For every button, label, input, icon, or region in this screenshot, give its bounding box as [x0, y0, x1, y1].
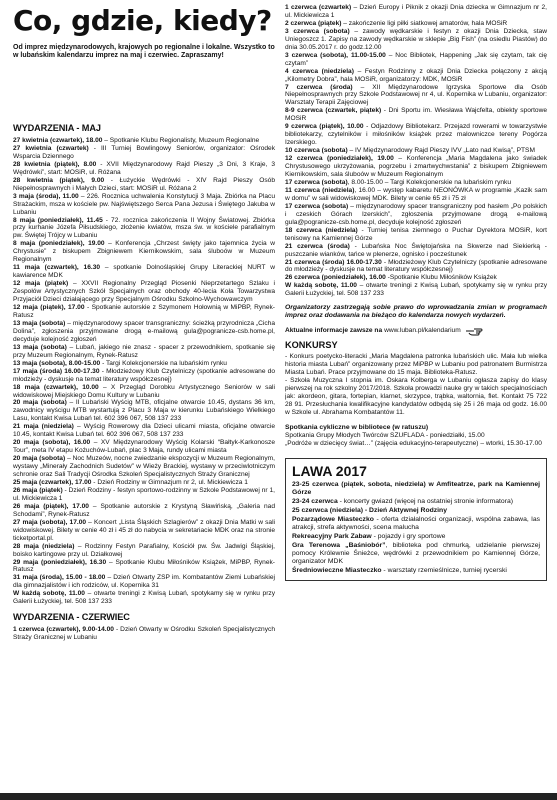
- lawa-item-text: - warsztaty rzemieślnicze, turniej rycerski: [381, 566, 507, 574]
- event-description: – Lubań, jakiego nie znasz - spacer z przewodnikiem, spotkanie się przy Muzeum Regionalnym, Rynek-Ratusz: [13, 343, 275, 359]
- cyclic-meeting-item: Spotkania Grupy Młodych Twórców SZUFLADA - poniedziałki, 15.00: [285, 431, 485, 439]
- event-item: [285, 179, 547, 187]
- lawa-item: [292, 481, 540, 497]
- event-item: [13, 455, 275, 479]
- event-description: – Festyn Rodzinny z okazji Dnia Dziecka połączony z akcją „Kilometry Dobra”, hala MOSiR, organizatorzy: MDK, MOSiR: [285, 67, 547, 83]
- event-description: , 16.00 – występ kabaretu NEONÓWKA w programie „Kazik sam w domu” w sali widowiskowej MDK. Bilety w cenie 65 zł i 75 zł: [285, 186, 547, 202]
- event-item: [13, 320, 275, 344]
- event-description: – Koncert „Lista Śląskich Szlagierów” z okazji Dnia Matki w sali widowiskowej. Bilety w cenie 40 zł i 45 zł do nabycia w sekretariacie MDK oraz na stronie ticketportal.pl.: [13, 518, 275, 542]
- lawa-item: [292, 567, 540, 575]
- event-description: - Młodzieżowy Klub Czytelniczy (spotkanie adresowane do młodzieży - dyskusje na temat literatury współczesnej): [285, 258, 547, 274]
- event-item: [13, 145, 275, 161]
- contest-item: - Konkurs poetycko-literacki „Maria Magdalena patronka lubańskich ulic. Mała lub wielka historia miasta Lubań” organizowany przez MiPBP w Lubaniu pod patronatem Burmistrza Miasta Lubań. Prace przyjmowane do 15 maja. Biblioteka-Ratusz.: [285, 353, 547, 377]
- event-item: [285, 68, 547, 84]
- lawa-item: [292, 533, 540, 541]
- event-item: [13, 487, 275, 503]
- event-date: 3 czerwca (sobota), 11.00-15.00: [285, 51, 386, 59]
- contests-list: [285, 353, 547, 417]
- event-description: – otwarte treningi z Kwisą Lubań, spotykamy się w rynku przy Galerii Łużyckiej, tel. 508 137 233: [13, 590, 275, 606]
- event-date: 28 kwietnia (piątek), 8.00: [13, 160, 97, 168]
- event-item: [13, 240, 275, 264]
- event-item: [13, 384, 275, 400]
- lawa-item-heading: 23-25 czerwca (piątek, sobota, niedziela) w Amfiteatrze, park na Kamiennej Górze: [292, 480, 540, 496]
- lawa-item: [292, 542, 540, 566]
- event-description: - Dni Sportu im. Wiesława Wajcfelta, obiekty sportowe MOSiR: [285, 107, 547, 123]
- event-description: – Spotkanie Klubu Regionalisty, Muzeum Regionalne: [102, 137, 260, 144]
- event-description: - Dzień Rodziny w Gimnazjum nr 2, ul. Mickiewicza 1: [91, 478, 248, 486]
- event-date: 17 czerwca (sobota): [285, 178, 348, 186]
- event-description: – XXVII Regionalny Przegląd Piosenki Nieprzetartego Szlaku i Zespołów Artystycznych Szkół Specjalnych oraz obchody 40-lecia Koła Towarzystwa Przyjaciół Dzieci działającego przy Specjalnym Ośrodku Szkolno-Wychowawczym: [13, 280, 275, 304]
- info-label: Aktualne informacje zawsze na: [285, 327, 383, 335]
- event-item: [285, 227, 547, 243]
- event-description: – XII Międzynarodowe Igrzyska Sportowe dla Osób Niepełnosprawnych przy Szkole Podstawowej nr 4, ul. Kopernika w Lubaniu, organizator: Warsztaty Terapii Zajęciowej: [285, 83, 547, 107]
- event-description: – XV Międzynarodowy Wyścig Kolarski “Bałtyk-Karkonosze Tour”, meta IV etapu Kożuchów-Lubań, plac 3 Maja, rundy ulicami miasta: [13, 439, 275, 455]
- event-item: [13, 479, 275, 487]
- event-item: [285, 187, 547, 203]
- event-description: – Spotkanie autorskie z Krystyną Sławińską, „Galeria nad Schodami”, Rynek-Ratusz: [13, 502, 275, 518]
- event-date: 7 czerwca (środa): [285, 83, 353, 91]
- event-date: 1 czerwca (czwartek), 9.00-14.00: [13, 626, 114, 634]
- event-description: -Spotkanie Klubu Miłośników Książek: [385, 274, 497, 282]
- event-description: - Spotkanie autorskie z Szymonem Hołownią w MiPBP, Rynek-Ratusz: [13, 304, 275, 319]
- event-description: – Wyścig Rowerowy dla Dzieci ulicami miasta, oficjalne otwarcie 10.45, kontakt Kwisa Lubań tel. 602 396 067, 508 137 233: [13, 423, 275, 439]
- event-item: [285, 259, 547, 275]
- lawa-item-heading: Pozarządowe Miasteczko: [292, 515, 374, 523]
- event-description: – zakończenie ligi piłki siatkowej amatorów, hala MOSiR: [341, 19, 508, 27]
- event-description: – IV Międzynarodowy Rajd Pieszy IVV „Lato nad Kwisą”, PTSM: [347, 147, 535, 155]
- event-item: [285, 203, 547, 227]
- lawa-item-heading: 23-24 czerwca: [292, 497, 338, 505]
- event-date: 8-9 czerwca (czwartek, piątek): [285, 107, 382, 115]
- event-description: - Łużyckie Wędrówki - XIV Rajd Pieszy Osób Niepełnosprawnych i Małych Dzieci, start: MOSiR ul. Różana 2: [13, 176, 275, 192]
- event-item: [13, 137, 275, 145]
- event-date: 4 czerwca (niedziela): [285, 67, 354, 75]
- lawa-item: [292, 498, 540, 506]
- event-item: [13, 503, 275, 519]
- event-item: [285, 52, 547, 68]
- event-date: 18 czerwca (niedziela): [285, 226, 358, 234]
- bottom-bar: [0, 793, 557, 800]
- lawa-box: [285, 458, 547, 581]
- event-date: 29 maja (poniedziałek), 16.30: [13, 558, 107, 566]
- pointing-hand-icon: [465, 326, 483, 336]
- event-date: 8 maja (poniedziałek), 19.00: [13, 240, 105, 248]
- event-date: 26 czerwca (poniedziałek), 16.00: [285, 274, 386, 282]
- event-date: 20 maja (sobota), 16.00: [13, 439, 91, 447]
- event-item: [13, 368, 275, 384]
- event-description: – Noc Muzeów, nocne zwiedzanie ekspozycji w Muzeum Regionalnym, wystawy „Minerały Zachodnich Sudetów” w Wieży Brackiej, wystawy w przeciwlotniczym schronie oraz Sali Tradycji Ośrodka Szkoleń Specjalistycznych Straży Granicznej: [13, 455, 275, 479]
- contest-item: - Szkoła Muzyczna I stopnia im. Oskara Kolberga w Lubaniu ogłasza zapisy do klasy pierwszej na rok szkolny 2017/2018. Szkoła prowadzi nauke gry w takich specjalnościach jak: akordeon, gitara, fortepian, klarnet, skrzypce, trąbka, waltornia, flet. Kontakt 75 722 28 91. Przesłuchania kwalifikacyjne kandydatów odbędą się 25 i 26 maja od godz. 16.00 w Szkole ul. Abrahama Kombatantów 11.: [285, 377, 547, 416]
- intro-text: Od imprez międzynarodowych, krajowych po regionalne i lokalne. Wszystko to w lubańskim kalendarzu imprez na maj i czerwiec. Zapraszamy!: [13, 44, 275, 60]
- june-events-list-left: [13, 626, 275, 642]
- cyclic-meeting-item: „Podróże w dziecięcy świat…” (zajęcia edukacyjno-terapeutyczne) – wtorki, 15.30-17.00: [285, 439, 542, 447]
- event-item: [13, 161, 275, 177]
- event-item: [13, 193, 275, 217]
- event-date: 26 maja (piątek): [13, 486, 63, 494]
- left-column: [13, 121, 275, 793]
- event-date: 11 maja (czwartek), 16.30: [13, 264, 101, 272]
- cyclic-meetings-list: [285, 432, 547, 448]
- right-column: [285, 4, 547, 793]
- event-description: - Targi Kolekcjonerskie na lubańskim rynku: [100, 359, 227, 367]
- event-item: [285, 4, 547, 20]
- event-date: 13 maja (sobota): [13, 343, 67, 351]
- event-date: 28 maja (niedziela): [13, 542, 75, 550]
- event-description: - XVII Międzynarodowy Rajd Pieszy „3 Dni, 3 Kraje, 3 Wędrówki”, start: MOSiR, ul. Różana: [13, 160, 275, 176]
- event-date: 2 czerwca (piątek): [285, 19, 342, 27]
- event-item: [13, 626, 275, 642]
- event-date: W każdą sobotę, 11.00: [13, 590, 85, 598]
- event-date: 3 maja (środa), 11.00: [13, 192, 79, 200]
- event-description: – 226. Rocznica uchwalenia Konstytucji 3 Maja. Zbiórka na Placu Strażackim, msza w kościele pw. Najświętszego Serca Pana Jezusa i Świętego Jakuba w Lubaniu: [13, 192, 275, 216]
- event-date: 21 maja (niedziela): [13, 423, 74, 431]
- lawa-item: [292, 507, 540, 515]
- event-item: [13, 264, 275, 280]
- event-description: – otwarte treningi z Kwisą Lubań, spotykamy się w rynku przy Galerii Łużyckiej, tel. 508 137 233: [285, 282, 547, 298]
- event-description: – Dzień Europy i Piknik z okazji Dnia dziecka w Gimnazjum nr 2, ul. Mickiewicza 1: [285, 4, 547, 19]
- lawa-item-heading: Gra Terenowa „Baśniobór”: [292, 541, 386, 549]
- event-date: 12 maja (piątek), 17.00: [13, 304, 85, 312]
- event-item: [13, 344, 275, 360]
- event-date: 13 maja (sobota), 8.00-15.00: [13, 359, 101, 367]
- event-item: [13, 559, 275, 575]
- event-date: 20 maja (sobota): [13, 455, 66, 463]
- event-item: [285, 123, 547, 147]
- event-description: – międzynarodowy spacer transgraniczny pod hasłem „Po polskich i czeskich Górach Izerskich”, zgłoszenia przyjmowane drogą e-mailową gula@pogranicze-csb.home.pl, decyduje kolejność zgłoszeń: [285, 202, 547, 226]
- event-date: 21 czerwca (środa): [285, 242, 350, 250]
- event-date: 3 czerwca (sobota): [285, 27, 350, 35]
- event-item: [13, 423, 275, 439]
- event-item: [13, 280, 275, 304]
- event-description: – Spotkanie Klubu Miłośników Książek, MiPBP, Rynek-Ratusz: [13, 558, 275, 574]
- event-date: 31 maja (środa), 15.00 - 18.00: [13, 574, 106, 582]
- lawa-item-text: - oferta działalności organizacji, wspólna zabawa, las atrakcji, strefa aktywności, scena malucha: [292, 515, 540, 531]
- event-description: – II Lubański Wyścig MTB, oficjalne otwarcie 10.45, dystans 36 km, zawodnicy wyścigu MTB wystartują z Placu 3 Maja w kierunku Lubańskiego Wielkiego Lasu, kontakt Kwisa Lubań tel. 602 396 067, 508 137 233: [13, 399, 275, 423]
- event-item: [285, 28, 547, 52]
- event-date: 26 maja (piątek), 17.00: [13, 502, 89, 510]
- event-description: - Młodzieżowy Klub Czytelniczy (spotkanie adresowane do młodzieży - dyskusje na temat literatury współczesnej): [13, 367, 275, 383]
- page-title: Co, gdzie, kiedy?: [13, 4, 272, 37]
- event-item: [13, 399, 275, 423]
- event-item: [13, 439, 275, 455]
- cyclic-meetings-heading: Spotkania cykliczne w bibliotece (w ratuszu): [285, 423, 429, 431]
- event-date: 13 maja (sobota): [13, 319, 66, 327]
- event-date: 11 czerwca (niedziela): [285, 186, 355, 194]
- event-date: 21 czerwca (środa) 16.00-17.30: [285, 258, 382, 266]
- event-description: - 72. rocznica zakończenia II Wojny Światowej. Zbiórka przy kurhanie Józefa Piłsudskiego, złożenie kwiatów, msza św. w kościele parafialnym pw. Świętej Trójcy w Lubaniu: [13, 216, 275, 240]
- event-item: [285, 107, 547, 123]
- event-item: [13, 543, 275, 559]
- section-heading-may: WYDARZENIA - MAJ: [13, 123, 101, 133]
- event-date: 25 maja (czwartek), 17.00: [13, 478, 92, 486]
- event-date: 17 maja (środa) 16.00-17.30: [13, 367, 100, 375]
- event-item: [13, 304, 275, 320]
- event-date: 17 czerwca (sobota): [285, 202, 349, 210]
- lawa-item-heading: Rekreacyjny Park Zabaw: [292, 532, 372, 540]
- may-events-list: [13, 137, 275, 606]
- event-item: [285, 147, 547, 155]
- event-description: - Turniej tenisa ziemnego o Puchar Dyrektora MOSiR, kort tenisowy na Kamiennej Górze: [285, 226, 547, 242]
- info-line: [285, 326, 547, 336]
- lawa-item-text: , biblioteka pod chmurką, udzielanie pierwszej pomocy Królewnie Śnieżce, wędrówki z przewodnikiem po Kamiennej Górze, organizator MDK: [292, 541, 540, 565]
- event-description: - Lubańska Noc Świętojańska na Skwerze nad Siekierką - puszczanie wianków, tańce w plenerze, ognisko i pocześtunek: [285, 242, 547, 258]
- event-description: - Dzień Otwarty w Ośrodku Szkoleń Specjalistycznych Straży Granicznej w Lubaniu: [13, 626, 275, 642]
- event-description: – Konferencja „Maria Magdalena jako świadek Chrystusowego ukrzyżowania, pogrzebu i zmartwychwstania” z biskupem Zbigniewem Kiernikowskim, sala śluboów w Muzeum Regionalnym: [285, 155, 547, 179]
- event-item: [13, 360, 275, 368]
- event-date: 1 czerwca (czwartek): [285, 4, 352, 11]
- event-date: 10 czerwca (sobota): [285, 147, 348, 155]
- event-description: – Dzień Otwarty ZSP im. Kombatantów Ziemi Lubańskiej dla gimnazjalistów i ich rodziców, ul. Kopernika 31: [13, 574, 275, 590]
- lawa-item-text: - pojazdy i gry sportowe: [371, 532, 446, 540]
- event-date: 9 czerwca (piątek), 10.00: [285, 123, 364, 131]
- event-item: [285, 243, 547, 259]
- event-item: [13, 177, 275, 193]
- event-item: [13, 574, 275, 590]
- lawa-item-heading: Średniowieczne Miasteczko: [292, 566, 382, 574]
- event-item: [285, 84, 547, 108]
- lawa-title: LAWA 2017: [292, 462, 367, 479]
- event-date: 27 kwietnia (czwartek), 18.00: [13, 137, 103, 144]
- event-item: [13, 590, 275, 606]
- lawa-item: [292, 516, 540, 532]
- event-description: - Odjazdowy Bibliotekarz. Przejazd rowerami w towarzystwie bibliotekarzy, czytelników i miłośników książek przez malowniczce tereny Pogórza Izerskiego.: [285, 123, 547, 147]
- event-item: [285, 20, 547, 28]
- event-item: [13, 519, 275, 543]
- event-date: 12 czerwca (poniedziałek), 19.00: [285, 155, 394, 163]
- event-description: – Rodzinny Festyn Parafialny, Kościół pw. Św. Jadwigi Śląskiej, boisko kartingowe przy ul. Działkowej: [13, 542, 275, 558]
- section-heading-june: WYDARZENIA - CZERWIEC: [13, 612, 130, 623]
- event-date: W każdą sobotę, 11.00: [285, 282, 357, 290]
- event-description: , 8.00-15.00 – Targi Kolekcjonerskie na lubańskim rynku: [347, 178, 512, 186]
- event-item: [13, 217, 275, 241]
- lawa-item-heading: 25 czerwca (niedziela) - Dzień Aktywnej Rodziny: [292, 506, 447, 514]
- event-description: – spotkanie Dolnośląskiej Grupy Literackiej NURT w kawiarence MDK: [13, 264, 275, 280]
- event-description: - III Turniej Bowlingowy Seniorów, organizator: Ośrodek Wsparcia Dziennego: [13, 144, 275, 160]
- event-item: [285, 274, 547, 282]
- event-date: 8 maja (poniedziałek), 11.45: [13, 216, 103, 224]
- event-item: [285, 282, 547, 298]
- event-description: – Konferencja „Chrzest święty jako tajemnica życia w Chrystusie” z biskupem Zbigniewem Kiernikowskim, sala śluboów w Muzeum Regionalnym: [13, 240, 275, 264]
- event-date: 20 maja (sobota): [13, 399, 67, 407]
- event-date: 28 kwietnia (piątek), 9.00: [13, 176, 105, 184]
- event-date: 27 kwietnia (czwartek): [13, 144, 89, 152]
- event-item: [285, 155, 547, 179]
- lawa-items: [292, 481, 540, 575]
- contests-heading: KONKURSY: [285, 340, 338, 351]
- event-description: – zawody wędkarskie i festyn z okazji Dnia Dziecka, staw Uniegoszcz 1. Zapisy na zawody wędkarskie w sklepie „Big Fish” (na osiedlu Piastów) do dnia 30.05.2017 r. do godz.12.00: [285, 27, 547, 51]
- lawa-item-text: - koncerty gwiazd (więcej na ostatniej stronie informatora): [337, 497, 514, 505]
- event-description: - Dzień Rodziny - festyn sportowo-rodzinny w Szkole Podstawowej nr 1, ul. Mickiewicza 1: [13, 486, 275, 502]
- event-date: 12 maja (piątek): [13, 280, 69, 288]
- event-description: – międzynarodowy spacer transgraniczny: ścieżką przyrodnicza „Cicha Dolina”, zgłoszenia przyjmowane drogą e-mailową gula@pogranicze-csb.home.pl, decyduje kolejność zgłoszeń: [13, 319, 275, 343]
- calendar-link[interactable]: www.luban.pl/kalendarium: [384, 327, 461, 335]
- organizers-note: Organizatorzy zastrzegają sobie prawo do wprowadzania zmian w programach imprez oraz dodawania na bieżąco do kalendarza nowych wydarzeń.: [285, 304, 547, 320]
- event-date: 27 maja (sobota), 17.00: [13, 518, 87, 526]
- june-events-list-right: [285, 4, 547, 298]
- event-date: 18 maja (czwartek), 10.00: [13, 383, 99, 391]
- event-description: – Noc Bibliotek, Happening „Jak się czytam, tak cię czytam”: [285, 51, 547, 67]
- event-description: – X Przegląd Dorobku Artystycznego Seniorów w sali widowiskowej Miejskiego Domu Kultury w Lubaniu: [13, 383, 275, 399]
